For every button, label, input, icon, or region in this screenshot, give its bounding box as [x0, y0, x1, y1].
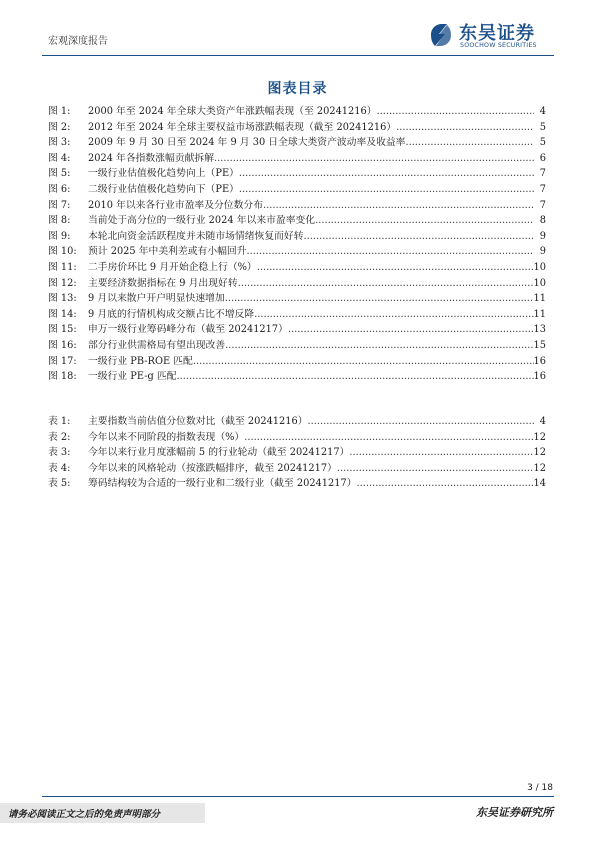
- entry-label: 图 10:: [48, 246, 77, 258]
- page-number: 3 / 18: [527, 783, 553, 793]
- entry-label: 图 4:: [48, 152, 71, 164]
- entry-label: 图 14:: [48, 308, 77, 320]
- entry-page-number: 10: [533, 261, 546, 273]
- entry-page-number: 5: [539, 137, 546, 149]
- figure-entry[interactable]: [48, 182, 546, 198]
- footer-divider: [42, 796, 554, 797]
- report-type-label: 宏观深度报告: [48, 36, 108, 47]
- entry-page-number: 9: [539, 230, 546, 242]
- entry-title: 2012 年至 2024 年全球主要权益市场涨跌幅表现（截至 20241216）: [88, 121, 397, 133]
- soochow-logo-icon: [427, 21, 455, 49]
- entry-label: 图 13:: [48, 293, 77, 305]
- entry-title: 2010 年以来各行业市盈率及分位数分布: [88, 199, 263, 211]
- dot-leader: [177, 369, 534, 385]
- dot-leader: [405, 135, 534, 151]
- entry-title: 筹码结构较为合适的一级行业和二级行业（截至 20241217）: [88, 478, 357, 490]
- entry-page-number: 12: [533, 462, 546, 474]
- entry-title: 当前处于高分位的一级行业 2024 年以来市盈率变化: [88, 215, 316, 227]
- dot-leader: [225, 338, 534, 354]
- entry-page-number: 11: [533, 293, 546, 305]
- dot-leader: [247, 244, 534, 260]
- dot-leader: [396, 120, 534, 136]
- table-entry[interactable]: [48, 476, 546, 492]
- figure-entry[interactable]: [48, 276, 546, 292]
- entry-label: 图 17:: [48, 355, 77, 367]
- entry-title: 二手房价环比 9 月开始企稳上行（%）: [88, 261, 257, 273]
- entry-title: 今年以来行业月度涨幅前 5 的行业轮动（截至 20241217）: [88, 447, 350, 459]
- dot-leader: [349, 445, 534, 461]
- logo-name-cn: 东吴证券: [459, 23, 535, 44]
- entry-title: 9 月以来散户开户明显快速增加: [88, 293, 225, 305]
- figure-entry[interactable]: [48, 135, 546, 151]
- entry-title: 今年以来不同阶段的指数表现（%）: [88, 431, 245, 443]
- dot-leader: [239, 166, 534, 182]
- entry-page-number: 12: [533, 447, 546, 459]
- entry-label: 图 6:: [48, 183, 71, 195]
- page-title: 图表目录: [267, 81, 328, 97]
- figure-entry[interactable]: [48, 307, 546, 323]
- disclaimer-text: 请务必阅读正文之后的免责声明部分: [8, 809, 161, 820]
- figure-entry[interactable]: [48, 338, 546, 354]
- dot-leader: [308, 414, 534, 430]
- entry-title: 一级行业估值极化趋势向上（PE）: [88, 168, 239, 180]
- dot-leader: [254, 307, 534, 323]
- figure-list: [48, 104, 546, 385]
- dot-leader: [357, 476, 534, 492]
- figure-entry[interactable]: [48, 213, 546, 229]
- header-divider: [42, 55, 554, 56]
- entry-page-number: 15: [533, 339, 546, 351]
- entry-label: 图 12:: [48, 277, 77, 289]
- entry-label: 图 18:: [48, 371, 77, 383]
- entry-label: 表 3:: [48, 447, 71, 459]
- entry-label: 图 7:: [48, 199, 71, 211]
- figure-entry[interactable]: [48, 166, 546, 182]
- entry-page-number: 4: [539, 106, 546, 117]
- entry-title: 一级行业 PB-ROE 匹配: [88, 355, 193, 367]
- entry-title: 今年以来的风格轮动（按涨跌幅排序，截至 20241217）: [88, 462, 337, 474]
- entry-page-number: 6: [539, 152, 546, 164]
- entry-title: 主要经济数据指标在 9 月出现好转: [88, 277, 238, 289]
- entry-page-number: 13: [533, 324, 546, 336]
- entry-page-number: 4: [539, 416, 546, 427]
- table-entry[interactable]: [48, 461, 546, 477]
- entry-title: 2000 年至 2024 年全球大类资产年涨跌幅表现（至 20241216）: [88, 106, 377, 117]
- dot-leader: [225, 291, 534, 307]
- figure-entry[interactable]: [48, 198, 546, 214]
- institute-name: 东吴证券研究所: [476, 806, 553, 819]
- entry-title: 一级行业 PE-g 匹配: [88, 371, 177, 383]
- entry-page-number: 14: [533, 478, 546, 490]
- entry-page-number: 7: [539, 199, 546, 211]
- entry-page-number: 16: [533, 355, 546, 367]
- entry-page-number: 9: [539, 246, 546, 258]
- brand-logo: [427, 17, 552, 53]
- entry-title: 申万一级行业筹码峰分布（截至 20241217）: [88, 324, 288, 336]
- entry-title: 预计 2025 年中美利差或有小幅回升: [88, 246, 247, 258]
- entry-label: 图 11:: [48, 261, 77, 273]
- entry-page-number: 12: [533, 431, 546, 443]
- dot-leader: [377, 104, 534, 120]
- figure-entry[interactable]: [48, 151, 546, 167]
- entry-page-number: 7: [539, 183, 546, 195]
- entry-label: 表 5:: [48, 478, 71, 490]
- entry-label: 图 8:: [48, 215, 71, 227]
- dot-leader: [238, 276, 534, 292]
- table-entry[interactable]: [48, 414, 546, 430]
- entry-page-number: 7: [539, 168, 546, 180]
- dot-leader: [244, 430, 534, 446]
- table-list: [48, 414, 546, 492]
- figure-entry[interactable]: [48, 260, 546, 276]
- entry-label: 图 1:: [48, 106, 71, 117]
- entry-page-number: 5: [539, 121, 546, 133]
- figure-entry[interactable]: [48, 120, 546, 136]
- entry-title: 2024 年各指数涨幅贡献拆解: [88, 152, 215, 164]
- figure-entry[interactable]: [48, 369, 546, 385]
- figure-entry[interactable]: [48, 354, 546, 370]
- entry-label: 图 15:: [48, 324, 77, 336]
- entry-label: 图 16:: [48, 339, 77, 351]
- dot-leader: [288, 322, 534, 338]
- entry-page-number: 8: [539, 215, 546, 227]
- figure-entry[interactable]: [48, 104, 546, 120]
- table-entry[interactable]: [48, 445, 546, 461]
- entry-title: 二级行业估值极化趋势向下（PE）: [88, 183, 239, 195]
- entry-page-number: 10: [533, 277, 546, 289]
- entry-label: 表 1:: [48, 416, 71, 427]
- table-entry[interactable]: [48, 430, 546, 446]
- dot-leader: [193, 354, 534, 370]
- dot-leader: [214, 151, 534, 167]
- entry-title: 主要指数当前估值分位数对比（截至 20241216）: [88, 416, 308, 427]
- entry-label: 图 5:: [48, 168, 71, 180]
- entry-label: 表 4:: [48, 462, 71, 474]
- dot-leader: [315, 213, 534, 229]
- entry-page-number: 16: [533, 371, 546, 383]
- entry-title: 部分行业供需格局有望出现改善: [88, 339, 226, 351]
- figure-entry[interactable]: [48, 291, 546, 307]
- figure-entry[interactable]: [48, 229, 546, 245]
- entry-title: 本轮北向资金活跃程度并未随市场情绪恢复而好转: [88, 230, 304, 242]
- figure-entry[interactable]: [48, 322, 546, 338]
- figure-entry[interactable]: [48, 244, 546, 260]
- dot-leader: [263, 198, 534, 214]
- dot-leader: [257, 260, 534, 276]
- disclaimer-banner: [0, 803, 205, 823]
- entry-label: 图 2:: [48, 121, 71, 133]
- entry-title: 2009 年 9 月 30 日至 2024 年 9 月 30 日全球大类资产波动率及收益率: [88, 137, 406, 149]
- dot-leader: [239, 182, 534, 198]
- dot-leader: [337, 461, 534, 477]
- entry-title: 9 月底的行情机构成交额占比不增反降: [88, 308, 255, 320]
- entry-label: 图 3:: [48, 137, 71, 149]
- entry-label: 图 9:: [48, 230, 71, 242]
- logo-name-en: SOOCHOW SECURITIES: [460, 42, 537, 49]
- dot-leader: [304, 229, 534, 245]
- entry-page-number: 11: [533, 308, 546, 320]
- entry-label: 表 2:: [48, 431, 71, 443]
